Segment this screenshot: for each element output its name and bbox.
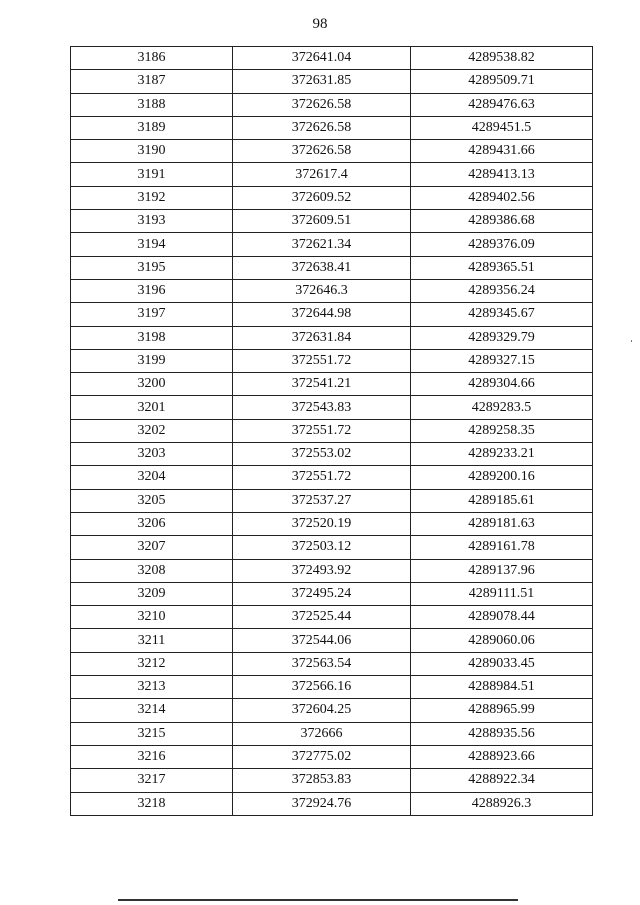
- y-coordinate-cell: 4289431.66: [411, 140, 593, 163]
- x-coordinate-cell: 372631.85: [233, 70, 411, 93]
- y-coordinate-cell: 4289413.13: [411, 163, 593, 186]
- table-row: [71, 93, 593, 116]
- point-number-cell: 3197: [71, 303, 233, 326]
- x-coordinate-cell: 372525.44: [233, 606, 411, 629]
- table-row: [71, 652, 593, 675]
- x-coordinate-cell: 372551.72: [233, 349, 411, 372]
- point-number-cell: 3203: [71, 443, 233, 466]
- y-coordinate-cell: 4288922.34: [411, 769, 593, 792]
- x-coordinate-cell: 372566.16: [233, 676, 411, 699]
- coordinate-table: [70, 46, 593, 816]
- table-row: [71, 70, 593, 93]
- y-coordinate-cell: 4289304.66: [411, 373, 593, 396]
- point-number-cell: 3215: [71, 722, 233, 745]
- y-coordinate-cell: 4289329.79: [411, 326, 593, 349]
- y-coordinate-cell: 4289258.35: [411, 419, 593, 442]
- x-coordinate-cell: 372631.84: [233, 326, 411, 349]
- y-coordinate-cell: 4288935.56: [411, 722, 593, 745]
- table-row: [71, 745, 593, 768]
- point-number-cell: 3194: [71, 233, 233, 256]
- point-number-cell: 3187: [71, 70, 233, 93]
- point-number-cell: 3218: [71, 792, 233, 815]
- point-number-cell: 3204: [71, 466, 233, 489]
- table-row: [71, 140, 593, 163]
- y-coordinate-cell: 4289283.5: [411, 396, 593, 419]
- table-row: [71, 163, 593, 186]
- x-coordinate-cell: 372537.27: [233, 489, 411, 512]
- point-number-cell: 3198: [71, 326, 233, 349]
- x-coordinate-cell: 372924.76: [233, 792, 411, 815]
- y-coordinate-cell: 4288926.3: [411, 792, 593, 815]
- table-row: [71, 489, 593, 512]
- point-number-cell: 3214: [71, 699, 233, 722]
- table-row: [71, 373, 593, 396]
- table-row: [71, 559, 593, 582]
- point-number-cell: 3202: [71, 419, 233, 442]
- y-coordinate-cell: 4288965.99: [411, 699, 593, 722]
- y-coordinate-cell: 4289451.5: [411, 116, 593, 139]
- table-row: [71, 303, 593, 326]
- point-number-cell: 3189: [71, 116, 233, 139]
- table-row: [71, 233, 593, 256]
- x-coordinate-cell: 372775.02: [233, 745, 411, 768]
- x-coordinate-cell: 372493.92: [233, 559, 411, 582]
- y-coordinate-cell: 4289060.06: [411, 629, 593, 652]
- point-number-cell: 3191: [71, 163, 233, 186]
- table-row: [71, 396, 593, 419]
- y-coordinate-cell: 4289509.71: [411, 70, 593, 93]
- table-row: [71, 210, 593, 233]
- y-coordinate-cell: 4289185.61: [411, 489, 593, 512]
- scan-speck: [631, 340, 632, 342]
- table-row: [71, 326, 593, 349]
- x-coordinate-cell: 372520.19: [233, 512, 411, 535]
- y-coordinate-cell: 4289386.68: [411, 210, 593, 233]
- page-number: 98: [312, 16, 328, 32]
- point-number-cell: 3206: [71, 512, 233, 535]
- point-number-cell: 3210: [71, 606, 233, 629]
- table-row: [71, 443, 593, 466]
- table-row: [71, 722, 593, 745]
- point-number-cell: 3201: [71, 396, 233, 419]
- y-coordinate-cell: 4289078.44: [411, 606, 593, 629]
- x-coordinate-cell: 372544.06: [233, 629, 411, 652]
- table-row: [71, 47, 593, 70]
- point-number-cell: 3209: [71, 582, 233, 605]
- point-number-cell: 3207: [71, 536, 233, 559]
- y-coordinate-cell: 4289111.51: [411, 582, 593, 605]
- table-row: [71, 582, 593, 605]
- y-coordinate-cell: 4289181.63: [411, 512, 593, 535]
- x-coordinate-cell: 372553.02: [233, 443, 411, 466]
- point-number-cell: 3208: [71, 559, 233, 582]
- x-coordinate-cell: 372617.4: [233, 163, 411, 186]
- x-coordinate-cell: 372503.12: [233, 536, 411, 559]
- table-row: [71, 629, 593, 652]
- y-coordinate-cell: 4289538.82: [411, 47, 593, 70]
- table-row: [71, 699, 593, 722]
- point-number-cell: 3195: [71, 256, 233, 279]
- point-number-cell: 3186: [71, 47, 233, 70]
- x-coordinate-cell: 372666: [233, 722, 411, 745]
- x-coordinate-cell: 372495.24: [233, 582, 411, 605]
- table-row: [71, 256, 593, 279]
- table-row: [71, 419, 593, 442]
- table-body: [71, 47, 593, 816]
- x-coordinate-cell: 372551.72: [233, 466, 411, 489]
- table-row: [71, 116, 593, 139]
- y-coordinate-cell: 4289327.15: [411, 349, 593, 372]
- x-coordinate-cell: 372626.58: [233, 93, 411, 116]
- table-row: [71, 512, 593, 535]
- x-coordinate-cell: 372551.72: [233, 419, 411, 442]
- y-coordinate-cell: 4289033.45: [411, 652, 593, 675]
- y-coordinate-cell: 4289200.16: [411, 466, 593, 489]
- table-row: [71, 279, 593, 302]
- point-number-cell: 3193: [71, 210, 233, 233]
- table-row: [71, 792, 593, 815]
- table-row: [71, 466, 593, 489]
- x-coordinate-cell: 372626.58: [233, 116, 411, 139]
- y-coordinate-cell: 4289345.67: [411, 303, 593, 326]
- y-coordinate-cell: 4289233.21: [411, 443, 593, 466]
- table-row: [71, 676, 593, 699]
- x-coordinate-cell: 372853.83: [233, 769, 411, 792]
- y-coordinate-cell: 4289376.09: [411, 233, 593, 256]
- point-number-cell: 3200: [71, 373, 233, 396]
- point-number-cell: 3196: [71, 279, 233, 302]
- x-coordinate-cell: 372626.58: [233, 140, 411, 163]
- y-coordinate-cell: 4289137.96: [411, 559, 593, 582]
- table-row: [71, 606, 593, 629]
- x-coordinate-cell: 372638.41: [233, 256, 411, 279]
- point-number-cell: 3216: [71, 745, 233, 768]
- x-coordinate-cell: 372543.83: [233, 396, 411, 419]
- y-coordinate-cell: 4289356.24: [411, 279, 593, 302]
- x-coordinate-cell: 372644.98: [233, 303, 411, 326]
- x-coordinate-cell: 372609.51: [233, 210, 411, 233]
- x-coordinate-cell: 372609.52: [233, 186, 411, 209]
- point-number-cell: 3213: [71, 676, 233, 699]
- y-coordinate-cell: 4289161.78: [411, 536, 593, 559]
- x-coordinate-cell: 372621.34: [233, 233, 411, 256]
- x-coordinate-cell: 372604.25: [233, 699, 411, 722]
- x-coordinate-cell: 372541.21: [233, 373, 411, 396]
- point-number-cell: 3199: [71, 349, 233, 372]
- bottom-rule: [118, 899, 518, 901]
- x-coordinate-cell: 372563.54: [233, 652, 411, 675]
- point-number-cell: 3190: [71, 140, 233, 163]
- table-row: [71, 349, 593, 372]
- point-number-cell: 3192: [71, 186, 233, 209]
- y-coordinate-cell: 4288984.51: [411, 676, 593, 699]
- y-coordinate-cell: 4289402.56: [411, 186, 593, 209]
- point-number-cell: 3188: [71, 93, 233, 116]
- point-number-cell: 3212: [71, 652, 233, 675]
- table-row: [71, 769, 593, 792]
- table-row: [71, 536, 593, 559]
- point-number-cell: 3211: [71, 629, 233, 652]
- point-number-cell: 3217: [71, 769, 233, 792]
- y-coordinate-cell: 4289365.51: [411, 256, 593, 279]
- x-coordinate-cell: 372641.04: [233, 47, 411, 70]
- x-coordinate-cell: 372646.3: [233, 279, 411, 302]
- y-coordinate-cell: 4289476.63: [411, 93, 593, 116]
- point-number-cell: 3205: [71, 489, 233, 512]
- table-row: [71, 186, 593, 209]
- y-coordinate-cell: 4288923.66: [411, 745, 593, 768]
